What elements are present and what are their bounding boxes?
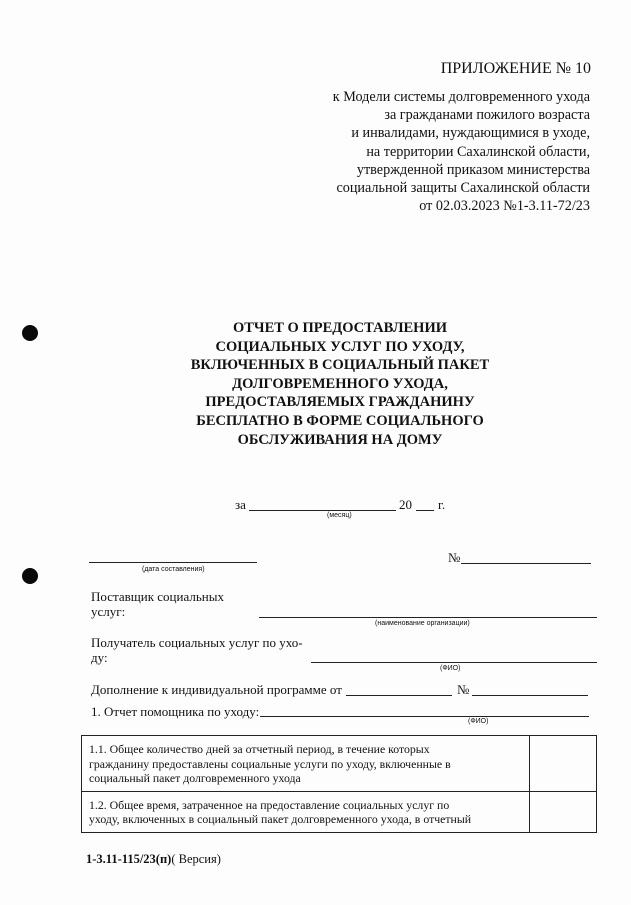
report-title-line: ДОЛГОВРЕМЕННОГО УХОДА,: [232, 375, 448, 392]
punch-hole-top: [22, 325, 38, 341]
recipient-field[interactable]: [311, 662, 597, 663]
report-title-line: ПРЕДОСТАВЛЯЕМЫХ ГРАЖДАНИНУ: [205, 394, 475, 411]
table-cell-line: 1.2. Общее время, затраченное на предоставление социальных услуг по: [89, 797, 450, 812]
table-cell-description: [82, 791, 530, 832]
report-title-line: БЕСПЛАТНО В ФОРМЕ СОЦИАЛЬНОГО: [196, 412, 484, 429]
table-row: [82, 736, 597, 792]
appendix-line: социальной защиты Сахалинской области: [336, 180, 590, 197]
document-number-field[interactable]: [461, 563, 591, 564]
appendix-title: ПРИЛОЖЕНИЕ № 10: [440, 60, 591, 77]
report-title: [140, 319, 540, 449]
appendix-line: к Модели системы долговременного ухода: [332, 89, 590, 105]
provider-label: Поставщик социальных: [91, 589, 224, 604]
provider-label-cont: услуг:: [91, 604, 126, 619]
punch-hole-bottom: [22, 568, 38, 584]
table-cell-value[interactable]: [530, 791, 597, 832]
document-footer: [86, 852, 221, 867]
year-suffix: г.: [438, 497, 446, 512]
month-hint: (месяц): [327, 512, 352, 519]
appendix-line: и инвалидами, нуждающимися в уходе,: [351, 125, 590, 142]
appendix-line: на территории Сахалинской области,: [366, 143, 590, 160]
table-cell-line: социальный пакет долговременного ухода: [89, 771, 301, 785]
table-cell-line: 1.1. Общее количество дней за отчетный период, в течение которых: [89, 742, 430, 756]
assistant-hint: (ФИО): [468, 718, 489, 725]
supplement-number-label: №: [457, 682, 470, 697]
supplement-number-field[interactable]: [472, 695, 588, 696]
table-cell-line: гражданину предоставлены социальные услуги по уходу, включенные в: [89, 756, 451, 771]
report-title-line: ОТЧЕТ О ПРЕДОСТАВЛЕНИИ: [232, 320, 448, 336]
assistant-field[interactable]: [260, 716, 589, 717]
year-prefix: 20: [399, 497, 412, 512]
report-title-line: ОБСЛУЖИВАНИЯ НА ДОМУ: [237, 431, 443, 448]
document-code: 1-3.11-115/23(п): [86, 852, 172, 866]
document-number-label: №: [448, 550, 461, 565]
date-field[interactable]: [89, 562, 257, 563]
year-field[interactable]: [416, 510, 434, 511]
recipient-label-cont: ду:: [91, 650, 108, 665]
month-field[interactable]: [249, 510, 396, 511]
assistant-label: 1. Отчет помощника по уходу:: [91, 704, 260, 719]
recipient-label: Получатель социальных услуг по ухо-: [91, 635, 303, 650]
appendix-line: утвержденной приказом министерства: [356, 161, 590, 178]
table-row: [82, 791, 597, 832]
provider-hint: (наименование организации): [375, 620, 470, 627]
table-cell-value[interactable]: [530, 736, 597, 792]
report-title-line: ВКЛЮЧЕННЫХ В СОЦИАЛЬНЫЙ ПАКЕТ: [190, 357, 490, 374]
date-hint: (дата составления): [142, 566, 205, 573]
table-cell-line: уходу, включенных в социальный пакет долговременного ухода, в отчетный: [89, 812, 472, 826]
report-table: [81, 735, 597, 833]
appendix-line: от 02.03.2023 №1-3.11-72/23: [419, 198, 590, 215]
provider-field[interactable]: [259, 617, 597, 618]
recipient-hint: (ФИО): [440, 665, 461, 672]
appendix-line: за гражданами пожилого возраста: [384, 107, 590, 124]
appendix-approval-block: [333, 88, 590, 215]
supplement-date-field[interactable]: [346, 695, 452, 696]
supplement-label: Дополнение к индивидуальной программе от: [91, 682, 342, 697]
table-cell-description: [82, 736, 530, 792]
period-prefix: за: [235, 497, 246, 512]
report-title-line: СОЦИАЛЬНЫХ УСЛУГ ПО УХОДУ,: [215, 338, 465, 355]
document-version: ( Версия): [171, 852, 221, 866]
